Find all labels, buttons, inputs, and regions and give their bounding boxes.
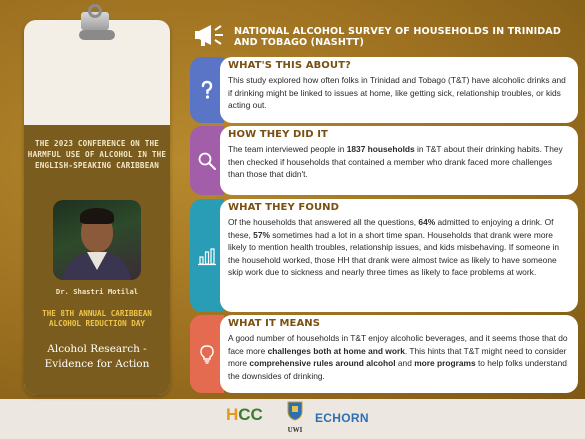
section-card	[220, 199, 578, 312]
badge-ring-icon	[88, 4, 102, 18]
footer-logos	[0, 399, 585, 439]
event-title: THE 8TH ANNUAL CARIBBEAN ALCOHOL REDUCTION DAY	[42, 309, 152, 328]
text-run: sometimes had a lot in a short time span. Households that drank were more likely to mention health troubles, relationship issues, and kids misbehaving. If someone in the household worked, those HH that drank were almost twice as likely to have someone skip work due to sickness and nearly three times as likely to face problems at work.	[228, 229, 559, 277]
text-run: in T&T about their drinking habits. They then checked if households that contained a member who drank faced more challenges than those that didn't.	[228, 144, 563, 179]
section-method	[190, 126, 578, 195]
section-tab	[190, 199, 224, 312]
hcc-logo-h: H	[226, 405, 239, 424]
text-bold: 57%	[253, 229, 270, 240]
hcc-logo-cc: CC	[238, 405, 263, 424]
section-tab	[190, 315, 224, 393]
section-text	[228, 216, 570, 279]
text-run: to help folks understand the downsides of drinking.	[228, 358, 567, 381]
section-tab	[190, 126, 224, 195]
section-findings	[190, 199, 578, 312]
text-bold: challenges both at home and work	[267, 345, 405, 356]
section-text	[228, 332, 570, 382]
text-bold: more programs	[414, 358, 476, 368]
section-heading: WHAT IT MEANS	[228, 318, 321, 329]
tagline: Alcohol Research - Evidence for Action	[44, 343, 150, 370]
section-heading: WHAT THEY FOUND	[228, 202, 340, 213]
section-heading: HOW THEY DID IT	[228, 129, 328, 140]
page-title: NATIONAL ALCOHOL SURVEY OF HOUSEHOLDS IN TRINIDAD AND TOBAGO (NASHTT)	[234, 26, 561, 48]
text-run: and	[395, 358, 415, 368]
conference-title: THE 2023 CONFERENCE ON THE HARMFUL USE OF ALCOHOL IN THE ENGLISH-SPEAKING CARIBBEAN	[27, 139, 167, 170]
bar-chart-icon	[197, 246, 217, 266]
text-bold: 1837 households	[346, 144, 415, 154]
uwi-logo	[284, 401, 306, 434]
echorn-logo: ECHORN	[315, 411, 369, 425]
text-run: The team interviewed people in	[228, 144, 347, 154]
section-meaning	[190, 315, 578, 393]
text-bold: 64%	[418, 217, 436, 227]
text-run: A good number of households in T&T enjoy alcoholic beverages, and it seems those that do face more	[228, 333, 568, 356]
text-run: admitted to enjoying a drink. Of these,	[228, 217, 554, 240]
text-bold: comprehensive rules around alcohol	[249, 358, 396, 368]
section-text	[228, 143, 570, 181]
section-card	[220, 57, 578, 123]
section-about	[190, 57, 578, 123]
hcc-logo	[226, 405, 263, 425]
uwi-crest-icon	[287, 401, 303, 421]
lightbulb-icon	[197, 344, 217, 364]
magnifier-icon	[197, 151, 217, 171]
section-card	[220, 315, 578, 393]
uwi-logo-text: UWI	[287, 426, 303, 434]
text-run: . This hints that T&T might need to consider more	[228, 345, 567, 368]
section-text: This study explored how often folks in Trinidad and Tobago (T&T) have alcoholic drinks and if drinking might be linked to issues at home, like getting sick, relationship troubles, or kids acting out.	[228, 75, 566, 110]
section-heading: WHAT'S THIS ABOUT?	[228, 60, 351, 71]
photo-hair	[80, 208, 114, 224]
badge-slot	[79, 30, 115, 40]
section-tab	[190, 57, 224, 123]
text-run: Of the households that answered all the questions,	[228, 217, 419, 227]
speaker-photo	[53, 200, 141, 280]
speaker-name: Dr. Shastri Motilal	[55, 287, 139, 296]
megaphone-icon	[193, 22, 229, 48]
question-mark-icon	[197, 80, 217, 100]
section-card	[220, 126, 578, 195]
